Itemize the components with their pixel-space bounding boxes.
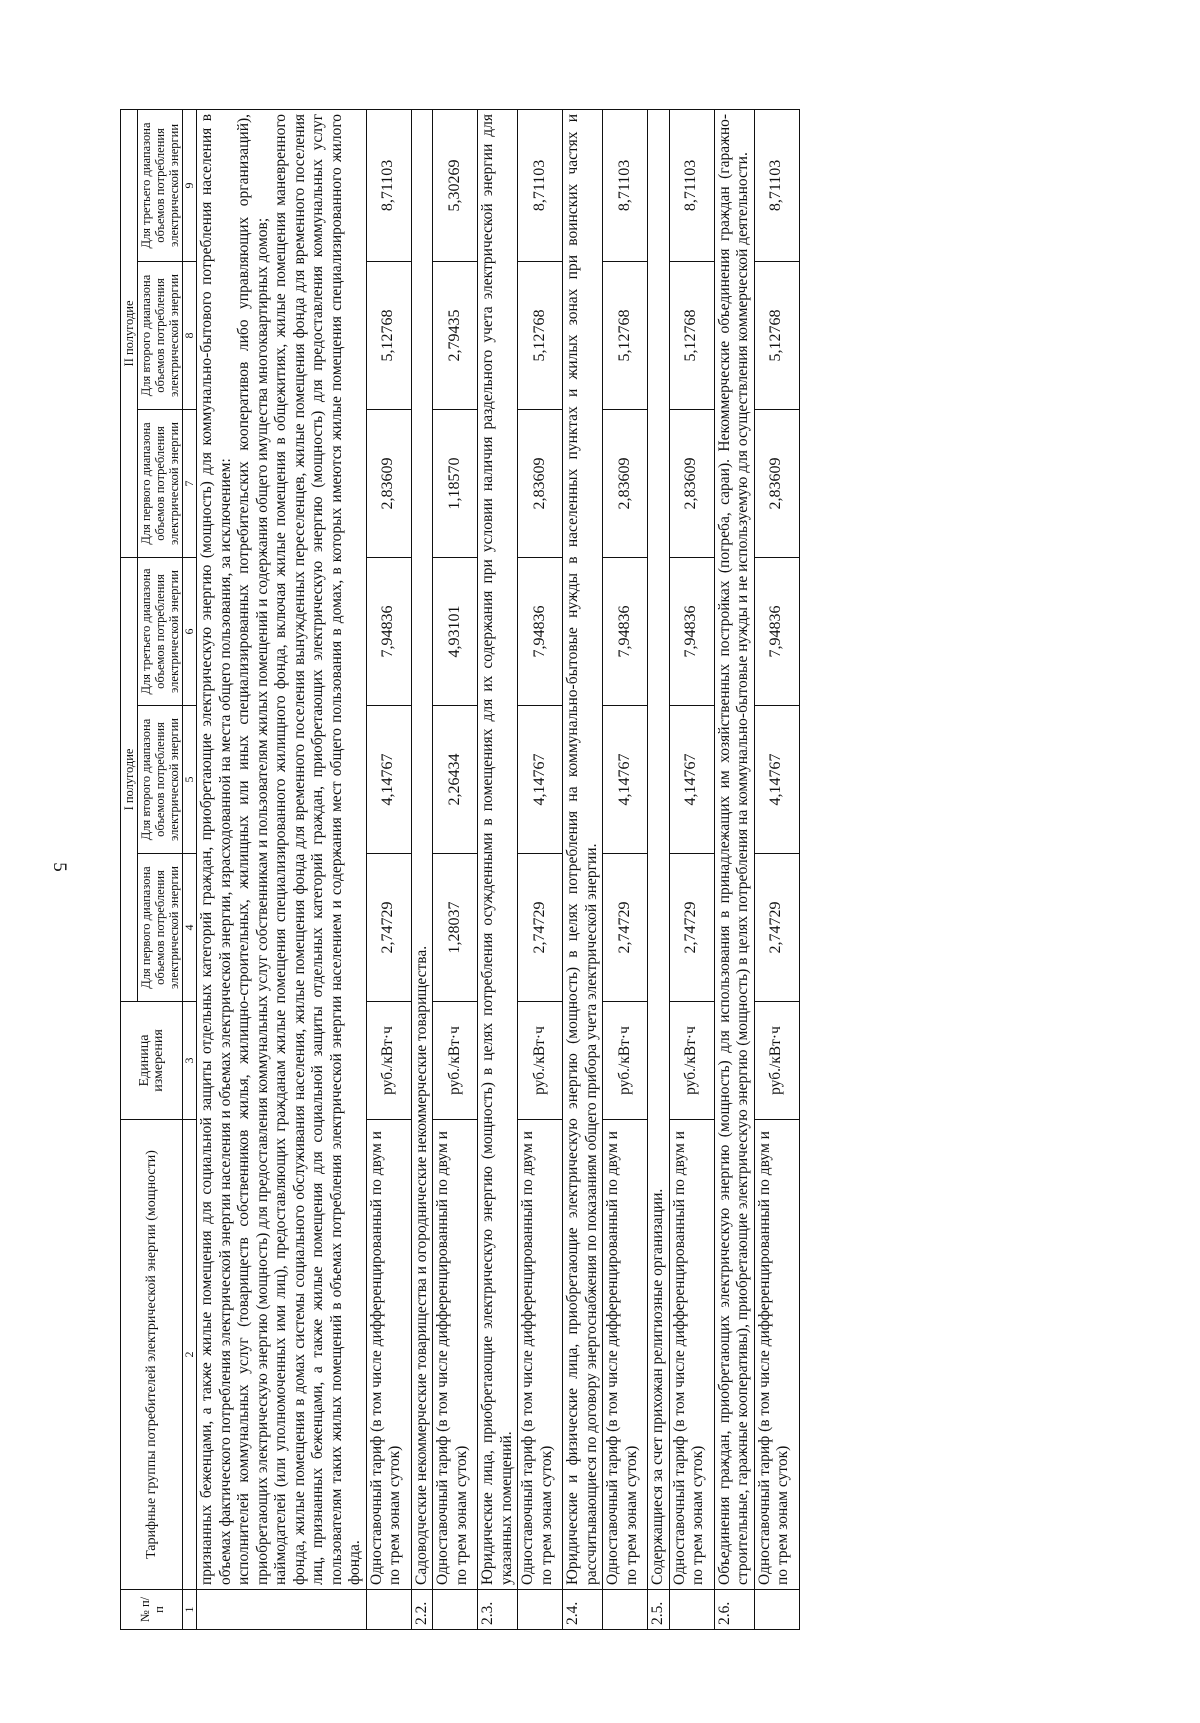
value-cell: 5,12768 [754,261,799,409]
index-cell: 5 [183,706,197,854]
value-cell: 8,71103 [754,109,799,261]
tariff-row [518,109,563,1629]
continuation-paragraph: признанных беженцами, а также жилые помещения для социальной защиты отдельных категорий граждан, приобретающие электрическую энергию (мощность) для коммунально-бытового потребления населения в объемах фактического потребления электрической энергии населения и объемах электрической энергии, израсходованной на места общего пользования, за исключением: [198,113,234,1585]
value-cell: 7,94836 [754,557,799,705]
value-cell: 1,28037 [433,854,478,1002]
tariff-row [366,109,411,1629]
value-cell: 7,94836 [669,557,714,705]
value-cell: 2,74729 [669,854,714,1002]
value-cell: 2,74729 [754,854,799,1002]
section-title: Садоводческие некоммерческие товарищества и огороднические некоммерческие товарищества. [411,109,433,1589]
value-cell: 2,26434 [433,706,478,854]
tariff-label: Одноставочный тариф (в том числе дифференцированный по двум и по трем зонам суток) [669,1120,714,1590]
value-cell: 4,14767 [603,706,648,854]
section-title: Юридические и физические лица, приобретающие электрическую энергию (мощность) в целях потребления на коммунально-бытовые нужды в населенных пунктах и жилых зонах при воинских частях и рассчитывающиеся по договору энергоснабжения по показаниям общего прибора учета электрической энергии. [563,109,603,1589]
index-row [183,109,197,1629]
value-cell: 4,93101 [433,557,478,705]
header-range-1: Для первого диапазона объемов потребления электрической энергии [138,854,183,1002]
header-range-3: Для третьего диапазона объемов потребления электрической энергии [138,109,183,261]
tariff-table [120,109,800,1630]
tariff-label: Одноставочный тариф (в том числе дифференцированный по двум и по трем зонам суток) [366,1120,411,1590]
tariff-row [603,109,648,1629]
index-cell: 9 [183,109,197,261]
header-half-1: I полугодие [121,557,138,1001]
value-cell: 2,74729 [603,854,648,1002]
index-cell: 2 [183,1120,197,1590]
index-cell: 8 [183,261,197,409]
value-cell: 4,14767 [366,706,411,854]
index-cell: 4 [183,854,197,1002]
value-cell: 4,14767 [518,706,563,854]
index-cell: 3 [183,1002,197,1120]
value-cell: 5,30269 [433,109,478,261]
value-cell: 8,71103 [669,109,714,261]
unit-cell: руб./кВт·ч [433,1002,478,1120]
value-cell: 2,74729 [366,854,411,1002]
row-number: 2.6. [714,1590,754,1630]
section-title: Объединения граждан, приобретающих электрическую энергию (мощность) для использования в принадлежащих им хозяйственных постройках (погреба, сараи). Некоммерческие объединения граждан (гаражно-строительные, гаражные кооперативы), приобретающие электрическую энергию (мощность) в целях потребления на коммунально-бытовые нужды и не используемую для осуществления коммерческой деятельности. [714,109,754,1589]
section-row [563,109,603,1629]
value-cell: 2,74729 [518,854,563,1002]
value-cell: 2,83609 [366,409,411,557]
row-number: 2.3. [478,1590,518,1630]
value-cell: 5,12768 [366,261,411,409]
value-cell: 7,94836 [603,557,648,705]
tariff-table-sheet [120,110,1080,1630]
header-half-2: II полугодие [121,109,138,557]
exception-paragraph-2: наймодателей (или уполномоченных ими лиц), предоставляющих гражданам жилые помещения специализированного жилищного фонда, включая жилые помещения в общежитиях, жилые помещения маневренного фонда, жилые помещения в домах системы социального обслуживания населения, жилые помещения фонда для временного поселения вынужденных переселенцев, жилые помещения фонда для временного поселения лиц, признанных беженцами, а также жилые помещения для социальной защиты отдельных категорий граждан, приобретающих электрическую энергию (мощность) для предоставления коммунальных услуг пользователям таких жилых помещений в объемах потребления электрической энергии населением и содержания мест общего пользования в домах, в которых имеются жилые помещения специализированного жилого фонда. [272,113,363,1585]
continuation-row [197,109,367,1629]
unit-cell: руб./кВт·ч [603,1002,648,1120]
index-cell: 6 [183,557,197,705]
tariff-label: Одноставочный тариф (в том числе дифференцированный по двум и по трем зонам суток) [518,1120,563,1590]
tariff-row [754,109,799,1629]
header-group: Тарифные группы потребителей электрической энергии (мощности) [121,1120,183,1590]
value-cell: 2,83609 [754,409,799,557]
tariff-label: Одноставочный тариф (в том числе дифференцированный по двум и по трем зонам суток) [754,1120,799,1590]
index-cell: 1 [183,1590,197,1630]
tariff-label: Одноставочный тариф (в том числе дифференцированный по двум и по трем зонам суток) [603,1120,648,1590]
value-cell: 5,12768 [669,261,714,409]
header-row-1 [121,109,138,1629]
section-row [714,109,754,1629]
tariff-row [433,109,478,1629]
value-cell: 5,12768 [518,261,563,409]
value-cell: 8,71103 [366,109,411,261]
tariff-label: Одноставочный тариф (в том числе дифференцированный по двум и по трем зонам суток) [433,1120,478,1590]
row-number: 2.2. [411,1590,433,1630]
value-cell: 4,14767 [754,706,799,854]
value-cell: 8,71103 [603,109,648,261]
section-title: Содержащиеся за счет прихожан религиозные организации. [648,109,670,1589]
value-cell: 7,94836 [518,557,563,705]
unit-cell: руб./кВт·ч [366,1002,411,1120]
value-cell: 7,94836 [366,557,411,705]
section-row [478,109,518,1629]
value-cell: 4,14767 [669,706,714,854]
header-range-2: Для второго диапазона объемов потребления электрической энергии [138,706,183,854]
unit-cell: руб./кВт·ч [754,1002,799,1120]
continuation-text [197,109,367,1589]
header-range-2: Для второго диапазона объемов потребления электрической энергии [138,261,183,409]
index-cell: 7 [183,409,197,557]
value-cell: 8,71103 [518,109,563,261]
value-cell: 2,83609 [603,409,648,557]
tariff-row [669,109,714,1629]
section-title: Юридические лица, приобретающие электрическую энергию (мощность) в целях потребления осужденными в помещениях для их содержания при условии наличия раздельного учета электрической энергии для указанных помещений. [478,109,518,1589]
header-num: № п/п [121,1590,183,1630]
section-row [411,109,433,1629]
value-cell: 1,18570 [433,409,478,557]
value-cell: 2,79435 [433,261,478,409]
row-number: 2.5. [648,1590,670,1630]
section-row [648,109,670,1629]
exception-paragraph-1: исполнителей коммунальных услуг (товариществ собственников жилья, жилищно-строительных, жилищных или иных специализированных потребительских кооперативов либо управляющих организаций), приобретающих электрическую энергию (мощность) для предоставления коммунальных услуг собственникам и пользователям жилых помещений и содержания общего имущества многоквартирных домов; [235,113,271,1585]
value-cell: 5,12768 [603,261,648,409]
page-number: 5 [48,862,70,872]
header-unit: Единица измерения [121,1002,183,1120]
value-cell: 2,83609 [518,409,563,557]
header-range-3: Для третьего диапазона объемов потребления электрической энергии [138,557,183,705]
row-number: 2.4. [563,1590,603,1630]
unit-cell: руб./кВт·ч [518,1002,563,1120]
value-cell: 2,83609 [669,409,714,557]
header-range-1: Для первого диапазона объемов потребления электрической энергии [138,409,183,557]
unit-cell: руб./кВт·ч [669,1002,714,1120]
